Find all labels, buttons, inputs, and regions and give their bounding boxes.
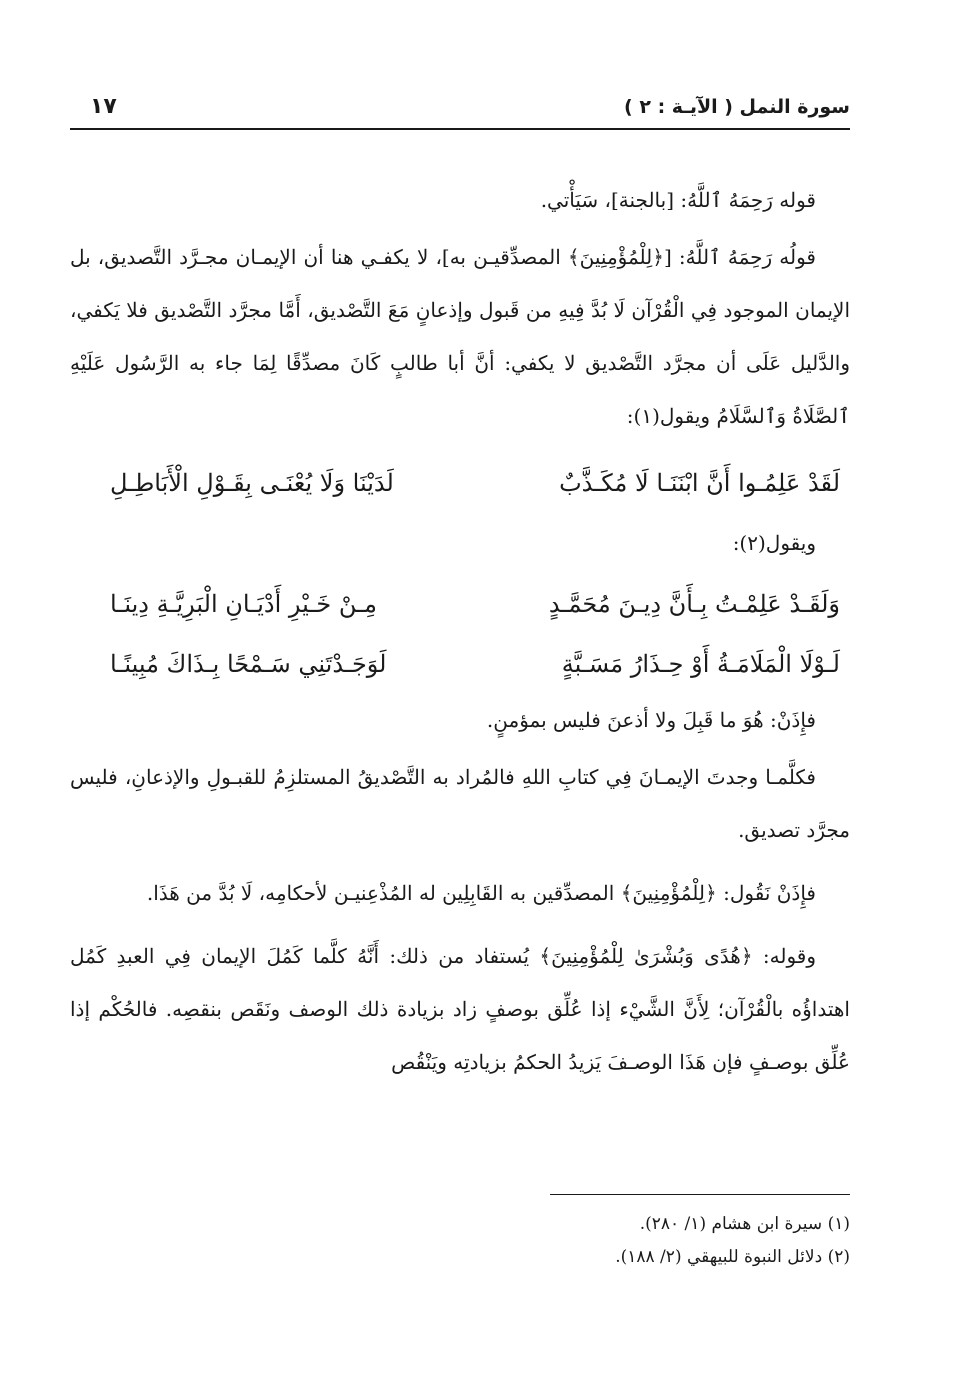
poem-verse	[70, 453, 850, 513]
footnotes	[70, 1208, 850, 1274]
verse-first-hemistich: لَـوْلَا الْمَلَامَـةُ أَوْ حِـذَارُ مَسَـبَّةٍ	[561, 650, 840, 678]
page-header	[70, 88, 850, 130]
verse-second-hemistich: مِـنْ خَـيْرِ أَدْيَـانِ الْبَرِيَّـةِ دِينَـا	[110, 590, 378, 618]
main-text	[70, 174, 850, 1099]
poem-verse	[70, 634, 850, 694]
page-number: ١٧	[90, 94, 117, 119]
poem-verse	[70, 574, 850, 634]
paragraph: فإِذَنْ نَقُول: ﴿لِلْمُؤْمِنِينَ﴾ المصدِّقين به القَابِلِين له المُذْعِنيـن لأحكامِه، لَا بُدَّ من هَذَا.	[146, 881, 816, 905]
footnote-divider	[550, 1194, 850, 1195]
verse-second-hemistich: لَوَجَـدْتَنِي سَـمْحًا بِـذَاكَ مُبِينًـا	[110, 650, 387, 678]
footnote: (٢) دلائل النبوة للبيهقي (٢/ ١٨٨).	[615, 1247, 850, 1267]
paragraph: فكلَّمـا وجدتَ الإيمـانَ فِي كتابِ اللهِ فالمُراد به التَّصْديقُ المستلزِمُ للقبـولِ والإذعانِ، فليس مجرَّد تصديق.	[70, 765, 850, 842]
paragraph: فإِذَنْ: هُوَ ما قَبِلَ ولا أذعنَ فليس بمؤمنٍ.	[486, 708, 816, 732]
paragraph: قولُه رَحِمَهُ ٱللَّهُ: [﴿لِلْمُؤْمِنِينَ﴾ المصدِّقيـن به]، لا يكفـي هنا أن الإيمـان مجـرَّد التَّصديق، بل الإيمان الموجود فِي الْقُرْآن لَا بُدَّ فِيهِ من قَبول وإذعانٍ مَعَ التَّصْديق، أَمَّا مجرَّد التَّصْديق فلا يَكفي، والدَّليل عَلَى أن مجرَّد التَّصْديق لا يكفي: أنَّ أبا طالبٍ كَانَ مصدِّقًا لِمَا جاء به الرَّسُول عَلَيْهِ ٱلصَّلَاةُ وَٱلسَّلَامُ ويقول(١):	[70, 245, 850, 428]
paragraph: وقوله: ﴿هُدًى وَبُشْرَىٰ لِلْمُؤْمِنِينَ﴾ يُستفاد من ذلك: أَنَّهُ كلَّما كَمُلَ الإيمان فِي العبدِ كَمُل اهتداؤُه بالْقُرْآن؛ لِأَنَّ الشَّيْء إذا عُلِّق بوصفٍ زاد بزيادة ذلك الوصف ونَقَص بنقصِه. فالحُكْم إذا عُلِّق بوصـفٍ فإن هَذَا الوصـفَ يَزيدُ الحكمُ بزيادتِه ويَنْقُص	[70, 944, 850, 1074]
verse-first-hemistich: لَقَدْ عَلِمُـوا أَنَّ ابْنَنَـا لَا مُكَـذَّبٌ	[559, 469, 840, 497]
paragraph: ويقول(٢):	[732, 531, 816, 555]
footnote: (١) سيرة ابن هشام (١/ ٢٨٠).	[639, 1214, 850, 1234]
paragraph: قوله رَحِمَهُ ٱللَّهُ: [بالجنة]، سَيَأْتي.	[540, 188, 816, 212]
running-header-title: سورة النمل ( الآيـة : ٢ )	[624, 96, 850, 118]
verse-second-hemistich: لَدَيْنَا وَلَا يُعْنَـى بِقَـوْلِ الْأَبَاطِـلِ	[110, 469, 394, 497]
book-page	[70, 88, 850, 1328]
verse-first-hemistich: وَلَقَـدْ عَلِمْـتُ بِـأَنَّ دِيـنَ مُحَمَّـدٍ	[548, 590, 840, 618]
